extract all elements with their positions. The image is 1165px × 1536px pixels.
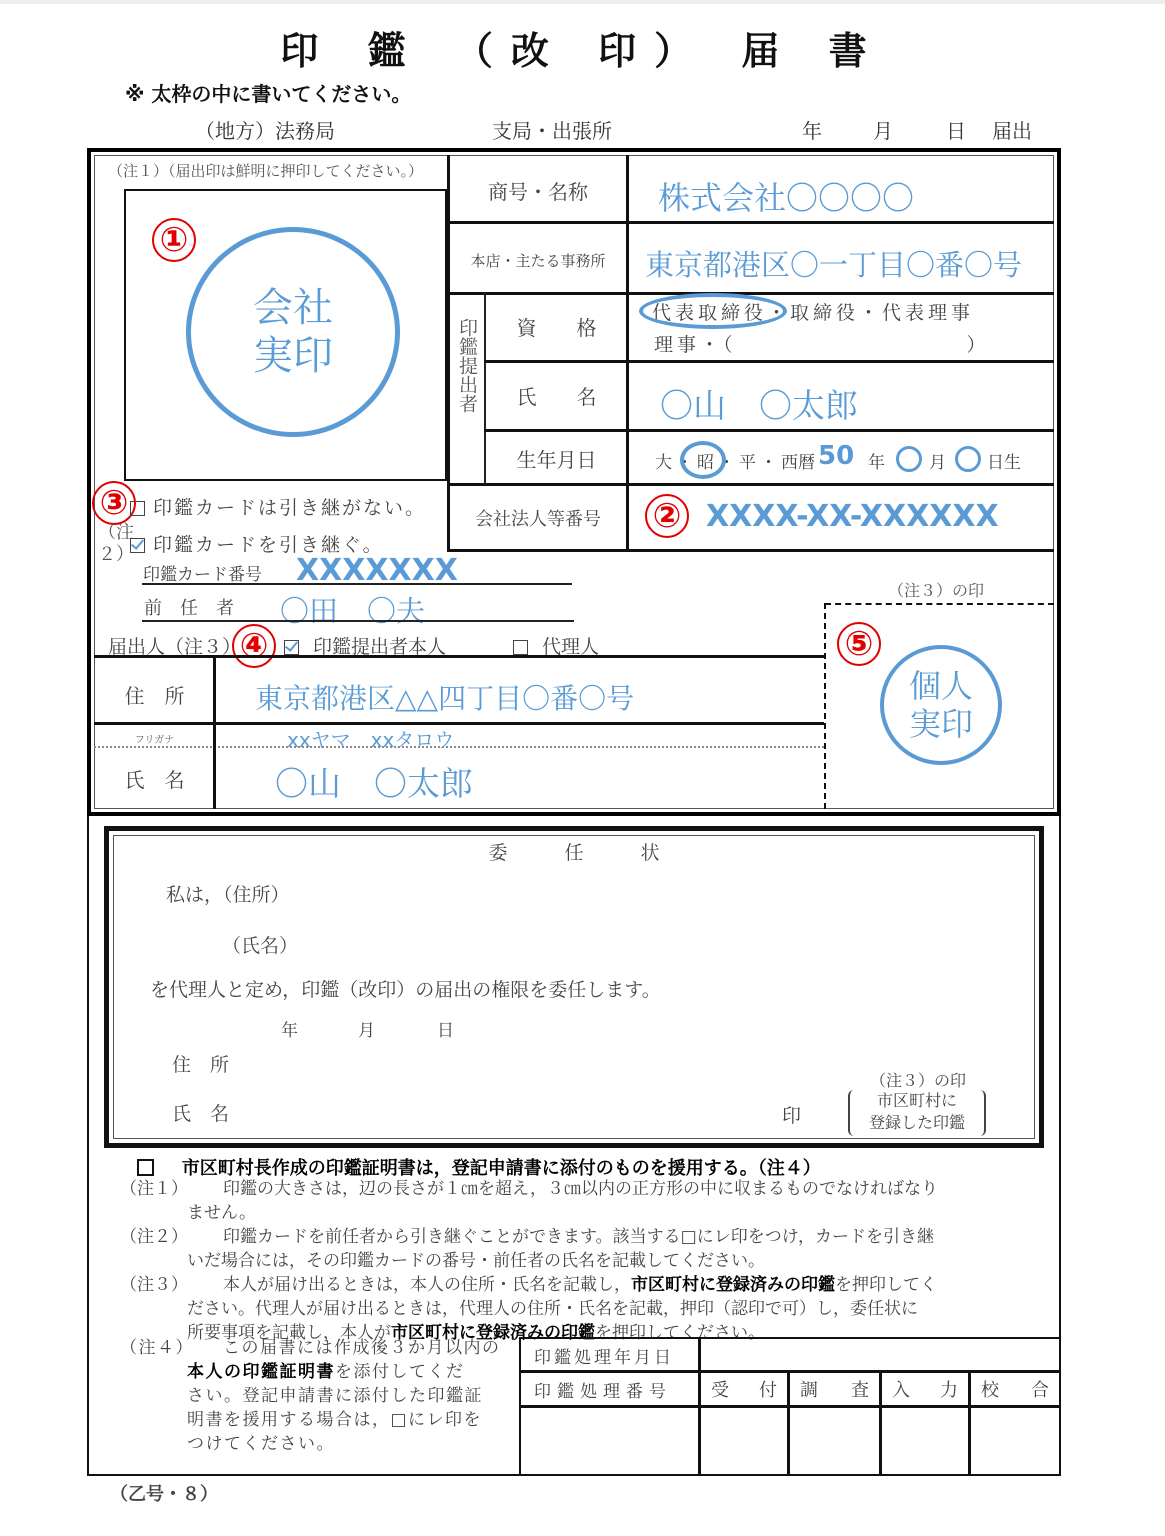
proxy-statement: を代理人と定め，印鑑（改印）の届出の権限を委任します。	[150, 979, 661, 1001]
legal-affairs-bureau-label: （地方）法務局	[195, 119, 335, 143]
processing-number-label: 印鑑処理番号	[534, 1382, 672, 1402]
note-4-line-4: 明書を援用する場合は，□にレ印を	[187, 1410, 483, 1430]
company-name-label: 商号・名称	[488, 180, 588, 204]
proxy-month-label: 月	[358, 1021, 375, 1041]
note-4-line-3: さい。登記申請書に添付した印鑑証	[187, 1386, 483, 1406]
birth-date-label: 生年月日	[516, 448, 597, 472]
qualification-options-line1: 代表取締役・取締役・代表理事	[652, 302, 975, 324]
furigana-label: フリガナ	[134, 735, 175, 746]
corp-number-label: 会社法人等番号	[475, 509, 601, 530]
era-heisei[interactable]: 平	[739, 453, 756, 473]
note-2	[120, 1225, 1040, 1249]
card-number-label: 印鑑カード番号	[143, 565, 262, 585]
birth-year-unit: 年	[868, 453, 885, 473]
seal-note: （注１）（届出印は鮮明に押印してください。）	[108, 162, 424, 180]
address-value[interactable]: 東京都港区△△四丁目〇番〇号	[255, 682, 635, 715]
furigana-value[interactable]: xxヤマ xxタロウ	[287, 728, 455, 752]
note-1-line-2: ません。	[187, 1203, 257, 1223]
grid-line	[447, 483, 1054, 486]
note-4-line-1: この届書には作成後３か月以内の	[223, 1338, 501, 1358]
era-taisho[interactable]: 大	[655, 453, 672, 473]
predecessor-value[interactable]: 〇田 〇夫	[280, 594, 426, 628]
grid-line	[447, 155, 450, 551]
birth-day-value[interactable]	[955, 446, 981, 472]
notifier-self-label: 印鑑提出者本人	[313, 636, 447, 658]
grid-line	[626, 155, 629, 551]
notifier-self-checkbox[interactable]	[284, 640, 299, 655]
grid-line	[698, 1337, 701, 1476]
grid-line	[484, 429, 1054, 432]
header-year-label: 年	[802, 119, 822, 143]
grid-line	[447, 221, 1054, 224]
company-seal-text-2: 実印	[253, 333, 333, 379]
personal-seal-text-2: 実印	[908, 705, 973, 743]
card-number-underline	[142, 583, 572, 585]
grid-line	[213, 655, 216, 809]
branch-office-label: 支局・出張所	[492, 119, 612, 143]
col-investigation: 調 査	[800, 1380, 869, 1401]
col-check: 校 合	[981, 1380, 1049, 1401]
proxy-address-intro: 私は，（住所）	[166, 884, 290, 906]
qualification-selected-ring	[639, 293, 787, 329]
note-4-line-2: 本人の印鑑証明書を添付してくだ	[187, 1362, 465, 1382]
col-receipt: 受 付	[711, 1380, 777, 1401]
note-4-label: （注４）	[120, 1338, 194, 1358]
head-office-label: 本店・主たる事務所	[470, 252, 606, 270]
furigana-divider	[94, 746, 824, 748]
company-seal-text-1: 会社	[253, 285, 333, 331]
card-note-label: （注２）	[98, 522, 134, 565]
address-label: 住 所	[124, 684, 185, 708]
submitter-name-label: 氏 名	[516, 385, 597, 409]
card-number-value[interactable]: XXXXXXX	[296, 553, 458, 588]
header-submitted-label: 届出	[992, 119, 1032, 143]
certificate-checkbox[interactable]	[137, 1159, 154, 1176]
marker-5: ⑤	[837, 622, 881, 666]
form-code: （乙号・８）	[110, 1484, 218, 1505]
note-1-label: （注１）	[120, 1179, 188, 1199]
proxy-year-label: 年	[281, 1021, 298, 1041]
note-2-line-2: いだ場合には，その印鑑カードの番号・前任者の氏名を記載してください。	[187, 1251, 765, 1271]
proxy-day-label: 日	[437, 1021, 454, 1041]
marker-3: ③	[92, 481, 136, 525]
marker-4: ④	[232, 624, 276, 668]
proxy-seal-caption: （注３）の印	[870, 1071, 967, 1090]
top-edge	[0, 0, 1165, 4]
card-option-no-label: 印鑑カードは引き継がない。	[153, 497, 427, 519]
personal-seal-border-top	[825, 603, 1054, 605]
personal-seal-caption: （注３）の印	[888, 581, 985, 600]
header-month-label: 月	[873, 119, 893, 143]
grid-line	[484, 360, 1054, 363]
proxy-address-label: 住 所	[172, 1054, 230, 1076]
document-title: 印 鑑 （改 印） 届 書	[280, 29, 885, 73]
certificate-option-text: 市区町村長作成の印鑑証明書は，登記申請書に添付のものを援用する。（注４）	[181, 1158, 821, 1179]
proxy-seal-mark[interactable]: 印	[782, 1105, 802, 1127]
note-4	[120, 1336, 520, 1456]
marker-1: ①	[152, 218, 196, 262]
marker-2: ②	[645, 494, 689, 538]
birth-day-unit: 日生	[987, 453, 1021, 473]
proxy-seal-note-line2: 登録した印鑑	[868, 1113, 965, 1132]
birth-month-unit: 月	[929, 453, 946, 473]
note-2-line-1: 印鑑カードを前任者から引き継ぐことができます。該当する□にレ印をつけ，カードを引き継	[223, 1227, 935, 1247]
notifier-name-label: 氏 名	[124, 768, 185, 792]
note-3-line-2: ださい。代理人が届け出るときは，代理人の住所・氏名を記載，押印（認印で可）し，委任状に	[187, 1299, 918, 1319]
submitter-name-value[interactable]: 〇山 〇太郎	[660, 386, 858, 425]
era-seireki[interactable]: 西暦	[781, 453, 815, 473]
col-input: 入 力	[892, 1380, 958, 1401]
note-2-label: （注２）	[120, 1227, 188, 1247]
card-option-yes-label: 印鑑カードを引き継ぐ。	[153, 534, 384, 556]
personal-seal-stamp[interactable]	[880, 645, 1002, 765]
qualification-label: 資 格	[516, 316, 597, 340]
note-1	[120, 1177, 1040, 1201]
card-no-checkbox[interactable]	[130, 501, 145, 516]
proxy-name-label: 氏 名	[172, 1103, 230, 1125]
note-1-line-1: 印鑑の大きさは，辺の長さが１㎝を超え，３㎝以内の正方形の中に収まるものでなければなり	[223, 1179, 939, 1199]
processing-date-label: 印鑑処理年月日	[534, 1348, 674, 1368]
note-4-line-5: つけてください。	[187, 1434, 335, 1454]
era-showa-ring	[680, 441, 726, 479]
proxy-title: 委 任 状	[488, 842, 660, 864]
proxy-seal-note	[848, 1090, 986, 1136]
personal-seal-text-1: 個人	[908, 666, 973, 705]
grid-line	[447, 549, 1054, 552]
grid-line	[94, 722, 824, 725]
notifier-agent-label: 代理人	[542, 636, 600, 658]
notifier-agent-checkbox[interactable]	[513, 640, 528, 655]
submitter-group-label: 印鑑提出者	[456, 318, 478, 413]
company-name-value[interactable]: 株式会社〇〇〇〇	[658, 179, 915, 217]
grid-line	[484, 292, 486, 485]
notifier-label: 届出人（注３）	[108, 636, 242, 658]
corp-number-value[interactable]: XXXX-XX-XXXXXX	[706, 499, 999, 534]
head-office-value[interactable]: 東京都港区〇一丁目〇番〇号	[645, 248, 1023, 282]
qualification-options-line2: 理事・（ ）	[654, 334, 990, 356]
predecessor-label: 前 任 者	[144, 598, 234, 619]
proxy-seal-note-line1: 市区町村に	[876, 1091, 957, 1110]
predecessor-underline	[142, 620, 574, 622]
era-showa[interactable]: 昭	[697, 453, 714, 473]
note-3-label: （注３）	[120, 1275, 188, 1295]
birth-date-row: 大 ・ 昭 ・ 平 ・ 西暦	[655, 448, 815, 473]
birth-month-value[interactable]	[896, 446, 922, 472]
grid-line	[519, 1405, 1061, 1408]
notifier-name-value[interactable]: 〇山 〇太郎	[275, 764, 473, 803]
card-option-no[interactable]	[130, 493, 426, 520]
note-3-line-1: 本人が届け出るときは，本人の住所・氏名を記載し，市区町村に登録済みの印鑑を押印してく	[223, 1275, 937, 1295]
note-3-line-3: 所要事項を記載し，本人が市区町村に登録済みの印鑑を押印してください。	[187, 1323, 765, 1343]
company-seal-stamp	[186, 227, 400, 437]
birth-year-value[interactable]: 50	[818, 441, 855, 471]
proxy-name-intro: （氏名）	[222, 935, 299, 957]
header-day-label: 日	[946, 119, 966, 143]
instruction-text: ※ 太枠の中に書いてください。	[125, 82, 412, 106]
notes-section	[120, 1177, 1040, 1345]
personal-seal-border-left	[824, 603, 826, 809]
card-yes-checkbox[interactable]	[130, 538, 145, 553]
grid-line	[94, 655, 824, 658]
note-3	[120, 1273, 1040, 1297]
